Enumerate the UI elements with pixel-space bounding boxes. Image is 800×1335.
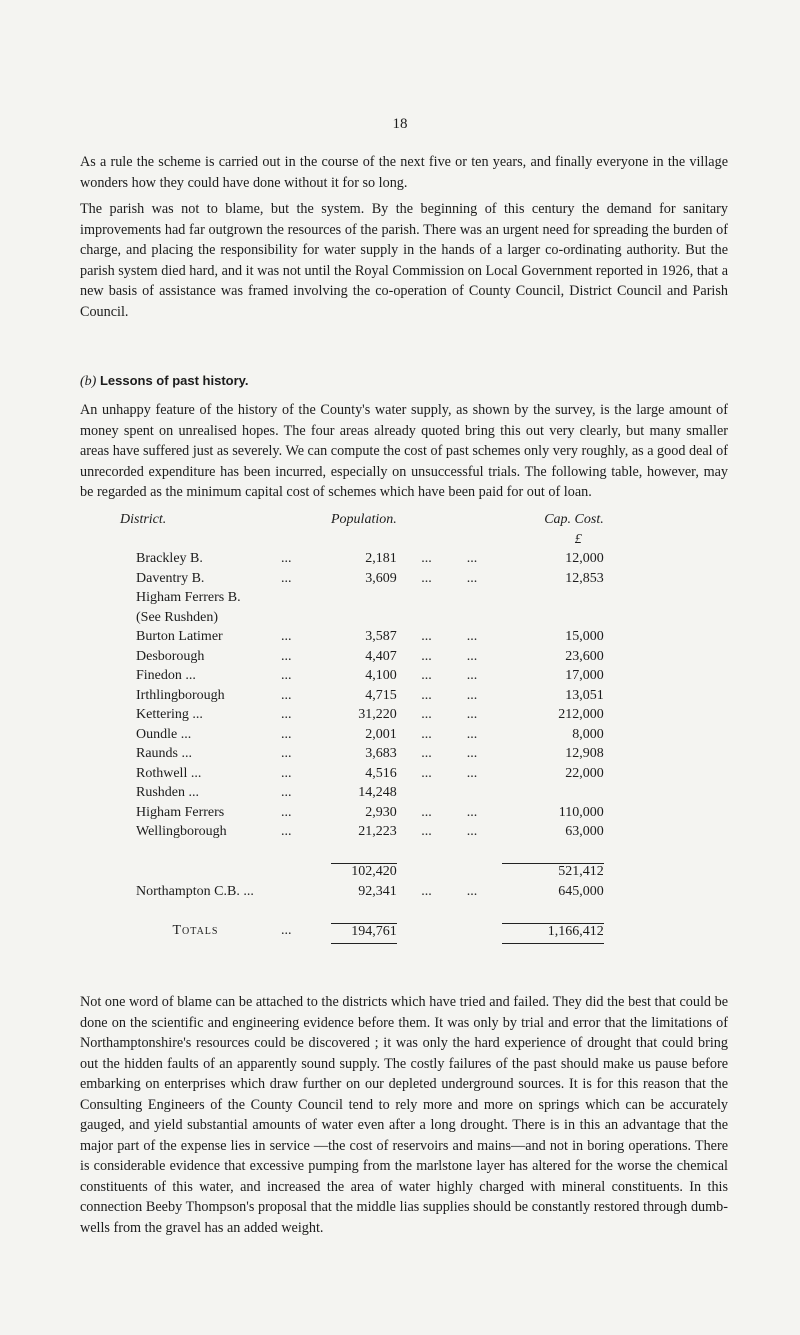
subtotal-population: 102,420 [351,864,397,879]
row-leader-dots: ... ... [421,551,478,566]
section-label: (b) [80,374,97,389]
row-cost: 12,908 [565,746,604,761]
row-leader-dots: ... ... [421,707,478,722]
table-row [110,551,604,571]
paragraph-no-blame: Not one word of blame can be attached to the districts which have tried and failed. They did the best that could be done on the scientific and engineering evidence before them. It was only by trial and error that the limitations of Northamptonshire's resources could be discovered ; it was only the hard experience of drought that could bring out the hidden faults of an apparently sound supply. The costly failures of the past should make us pause before embarking on enterprises which draw further on our depleted underground sources. It is for this reason that the Consulting Engineers of the County Council tend to rely more and more on springs which can be accurately gauged, and yield substantial amounts of water even after a long drought. There is in this an advantage that the major part of the expense lies in service —the cost of reservoirs and mains—and not in boring operations. There is considerable evidence that excessive pumping from the marlstone layer has altered for the worse the chemical constituents of this water, and increased the area of water highly charged with mineral constituents. In this connection Beeby Thompson's proposal that the middle lias supplies should be constantly restored through dumb-wells from the gravel has an added weight. [80,994,728,1236]
subtotal-cost: 521,412 [558,864,604,879]
row-cost [502,785,604,805]
header-district: District. [120,512,167,527]
row-district: Higham Ferrers [136,804,225,820]
row-leader-dots: ... ... [421,746,478,761]
header-spacer [110,532,281,552]
subtotal-rule [502,844,604,864]
header-spacer [281,532,331,552]
table-spacer [110,903,604,923]
row-leader-dots: ... ... [421,804,478,820]
row-population: 4,407 [365,648,397,664]
northampton-population: 92,341 [358,883,397,899]
header-spacer [281,512,331,532]
row-population: 14,248 [358,785,397,800]
section-heading [80,373,249,390]
northampton-district: Northampton C.B. ... [136,883,254,899]
totals-population: 194,761 [351,923,397,939]
row-cost: 212,000 [558,707,604,722]
row-population: 4,715 [365,687,397,703]
row-population: 3,683 [365,746,397,761]
row-cost: 12,000 [565,551,604,566]
totals-rule [331,903,397,923]
row-district: Wellingborough [136,824,227,839]
row-district: Rushden ... [136,785,199,800]
spacer-cell [110,903,281,923]
row-cost: 22,000 [565,765,604,781]
row-district: Oundle ... [136,726,192,742]
row-leader-dots [281,884,331,904]
table-row [110,649,604,669]
totals-underline [502,944,604,964]
row-leader-dots: ... [281,824,292,839]
row-district: Kettering ... [136,707,203,722]
header-spacer [397,512,502,532]
row-cost: 17,000 [565,668,604,683]
table-header-row [110,512,604,532]
row-leader-dots: ... ... [421,726,478,742]
spacer-cell [397,844,502,864]
table-row [110,805,604,825]
row-leader-dots: ... ... [421,765,478,781]
totals-label: Totals [172,923,219,938]
header-currency: £ [574,531,582,547]
table-row [110,727,604,747]
row-cost: 13,051 [565,687,604,703]
row-leader-dots: ... ... [421,668,478,683]
row-population: 2,001 [365,726,397,742]
row-district: Desborough [136,648,205,664]
subtotal-row [110,864,604,884]
subtotal-spacer [281,864,331,884]
row-leader-dots: ... [281,687,292,703]
row-leader-dots: ... ... [421,629,478,644]
row-population: 4,100 [365,668,397,683]
row-cost: 15,000 [565,629,604,644]
row-leader-dots: ... [281,551,292,566]
table-spacer [110,944,604,964]
row-population [331,590,397,610]
totals-cost: 1,166,412 [547,923,604,939]
table-row [110,746,604,766]
paragraph-unhappy-feature: An unhappy feature of the history of the County's water supply, as shown by the survey, is the large amount of money spent on unrealised hopes. The four areas already quoted bring this out very clearly, but many smaller areas have suffered just as severely. We can compute the cost of past schemes only very roughly, as a good deal of unrecorded expenditure has been incurred, especially on unsuccessful trials. The following table, however, may be regarded as the minimum capital cost of schemes which have been paid for out of loan. [80,402,728,500]
spacer-cell [397,944,502,964]
table-row [110,785,604,805]
table-row [110,610,604,630]
paragraph-village-scheme: As a rule the scheme is carried out in the course of the next five or ten years, and finally everyone in the village wonders how they could have done without it for so long. [80,154,728,191]
table-row [110,688,604,708]
header-population: Population. [331,512,397,527]
table-row [110,668,604,688]
row-district: Finedon ... [136,668,196,683]
table-row [110,629,604,649]
row-leader-dots [281,610,331,630]
row-cost: 63,000 [565,824,604,839]
row-cost: 110,000 [558,804,604,820]
row-district: Higham Ferrers B. [136,590,241,605]
totals-underline [331,944,397,964]
row-cost [502,610,604,630]
row-population: 2,930 [365,804,397,820]
row-population: 21,223 [358,824,397,839]
spacer-cell [281,903,331,923]
row-leader-dots [397,590,502,610]
row-leader-dots [397,785,502,805]
row-district: Burton Latimer [136,629,223,644]
row-leader-dots: ... [281,785,292,800]
row-leader-dots: ... ... [421,824,478,839]
row-leader-dots: ... [281,804,292,820]
header-cost: Cap. Cost. [544,512,604,527]
row-population: 3,587 [365,629,397,644]
row-leader-dots: ... ... [421,648,478,664]
row-population: 4,516 [365,765,397,781]
row-cost: 23,600 [565,648,604,664]
row-district: Raunds ... [136,746,192,761]
spacer-cell [110,844,281,864]
row-leader-dots [397,610,502,630]
table-spacer [110,844,604,864]
row-leader-dots: ... [281,570,292,586]
table-row [110,571,604,591]
subtotal-rule [331,844,397,864]
section-title: Lessons of past history. [99,373,249,388]
row-cost [502,590,604,610]
table-row [110,824,604,844]
row-leader-dots: ... ... [421,570,478,586]
spacer-cell [281,944,331,964]
table-row [110,707,604,727]
subtotal-spacer [397,864,502,884]
row-population: 31,220 [358,707,397,722]
row-leader-dots: ... [281,726,292,742]
row-population [331,610,397,630]
subtotal-label [110,864,281,884]
row-leader-dots: ... [281,765,292,781]
capital-cost-table [110,512,604,964]
row-leader-dots [281,590,331,610]
row-leader-dots: ... [281,668,292,683]
row-leader-dots: ... ... [421,687,478,703]
paragraph-parish-system: The parish was not to blame, but the system. By the beginning of this century the demand for sanitary improvements had far outgrown the resources of the parish. There was an urgent need for spreading the burden of charge, and placing the responsibility for water supply in the hands of a larger co-ordinating authority. But the parish system died hard, and it was not until the Royal Commission on Local Government reported in 1926, that a new basis of assistance was framed involving the co-operation of County Council, District Council and Parish Council. [80,201,728,320]
totals-row [110,923,604,944]
row-population: 2,181 [365,551,397,566]
northampton-cost: 645,000 [558,883,604,899]
row-district: Irthlingborough [136,687,225,703]
row-cost: 12,853 [565,570,604,586]
spacer-cell [281,844,331,864]
spacer-cell [397,903,502,923]
row-leader-dots: ... [281,648,292,664]
row-district: (See Rushden) [136,609,219,625]
totals-spacer [397,923,502,944]
row-district: Rothwell ... [136,765,202,781]
header-spacer [397,532,502,552]
header-spacer [331,532,397,552]
totals-rule [502,903,604,923]
northampton-row [110,884,604,904]
row-leader-dots: ... [281,746,292,761]
row-leader-dots: ... ... [421,883,478,899]
table-currency-row [110,532,604,552]
row-cost: 8,000 [572,726,604,742]
spacer-cell [110,944,281,964]
page-number: 18 [392,116,408,132]
table-row [110,590,604,610]
row-district: Daventry B. [136,570,205,586]
table-body [110,551,604,964]
table-row [110,766,604,786]
row-leader-dots: ... [281,629,292,644]
row-leader-dots: ... [281,707,292,722]
row-population: 3,609 [365,570,397,586]
row-leader-dots: ... [281,923,292,938]
row-district: Brackley B. [136,551,203,566]
